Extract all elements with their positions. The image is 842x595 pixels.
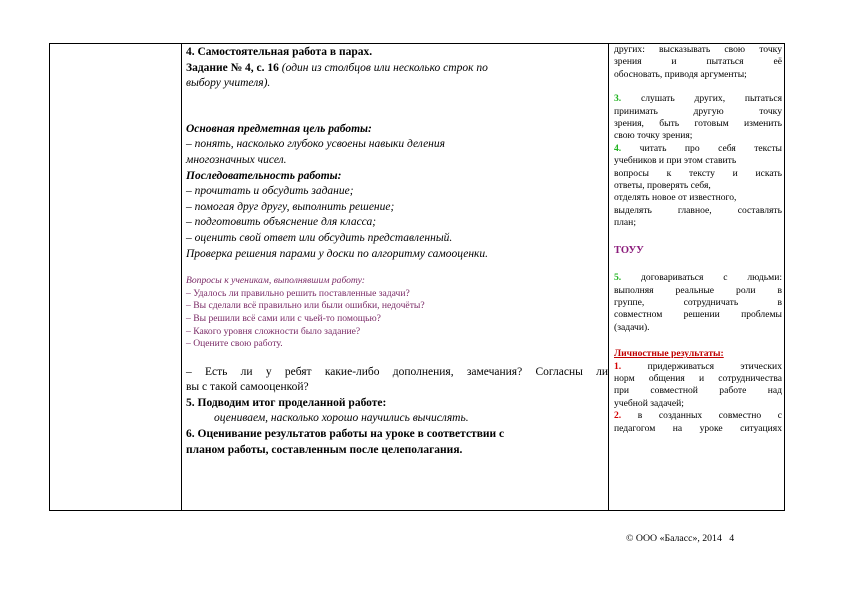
outcome-line: зрения, быть готовым изменить: [614, 118, 782, 130]
item-number: 3.: [614, 93, 622, 105]
step5-title: 5. Подводим итог проделанной работе:: [186, 396, 387, 409]
outcome-line: ответы, проверять себя,: [614, 180, 711, 192]
outcome-line: (задачи).: [614, 321, 650, 333]
outcome-line: совместном решении проблемы: [614, 309, 782, 321]
task-number: Задание № 4, с. 16: [186, 61, 279, 74]
check-line: Проверка решения парами у доски по алгоритму самооценки.: [186, 247, 489, 260]
outcome-line: выполняя реальные роли в: [614, 284, 782, 296]
item-number: 4.: [614, 142, 622, 154]
outcome-line: других: высказывать свою точку: [614, 44, 782, 55]
outcome-item-3: 3. слушать других, пытаться: [614, 93, 782, 105]
outcome-item-4: 4. читать про себя тексты: [614, 142, 782, 154]
column-divider-1: [181, 44, 182, 510]
item-number: 1.: [614, 360, 622, 372]
additions-question-cont: вы с такой самооценкой?: [186, 381, 309, 394]
result-item-1: 1. придерживаться этических: [614, 360, 782, 372]
question-item: – Вы решили всё сами или с чьей-то помощью?: [186, 312, 381, 324]
sequence-item: – помогая друг другу, выполнить решение;: [186, 200, 395, 213]
questions-title: Вопросы к ученикам, выполнявшим работу:: [186, 275, 365, 287]
question-item: – Оцените свою работу.: [186, 338, 283, 350]
outcome-line: норм общения и сотрудничества: [614, 372, 782, 384]
question-item: – Вы сделали всё правильно или были ошибки, недочёты?: [186, 300, 425, 312]
result-item-2: 2. в созданных совместно с: [614, 410, 782, 422]
step6-line: планом работы, составленным после целеполагания.: [186, 443, 463, 456]
sequence-title: Последовательность работы:: [186, 169, 342, 182]
personal-results-heading: Личностные результаты:: [614, 348, 724, 360]
outcome-line: вопросы к тексту и искать: [614, 167, 782, 179]
column-divider-2: [608, 44, 609, 510]
item-number: 2.: [614, 410, 622, 422]
outcomes-column: [614, 44, 782, 435]
item-number: 5.: [614, 272, 622, 284]
goal-item: многозначных чисел.: [186, 153, 287, 166]
outcome-line: принимать другую точку: [614, 105, 782, 117]
sequence-item: – прочитать и обсудить задание;: [186, 185, 354, 198]
step5-text: оцениваем, насколько хорошо научились вычислять.: [214, 412, 469, 425]
outcome-line: отделять новое от известного,: [614, 192, 737, 204]
step6-line: 6. Оценивание результатов работы на уроке в соответствии с: [186, 428, 505, 441]
outcome-line: обосновать, приводя аргументы;: [614, 68, 747, 80]
step4-title: 4. Самостоятельная работа в парах.: [186, 46, 373, 58]
outcome-line: учебной задачей;: [614, 397, 684, 409]
task-note: (один из столбцов или несколько строк по: [278, 61, 488, 74]
outcome-line: группе, сотрудничать в: [614, 296, 782, 308]
toyy-heading: ТОУУ: [614, 244, 644, 256]
goal-item: – понять, насколько глубоко усвоены навыки деления: [186, 138, 445, 151]
sequence-item: – подготовить объяснение для класса;: [186, 216, 377, 229]
page-footer: [626, 533, 734, 544]
outcome-line: при совместной работе над: [614, 385, 782, 397]
copyright: © ООО «Баласс», 2014: [626, 533, 722, 544]
lesson-stages-column: [186, 45, 608, 458]
outcome-line: план;: [614, 217, 636, 229]
outcome-line: выделять главное, составлять: [614, 204, 782, 216]
question-item: – Удалось ли правильно решить поставленные задачи?: [186, 287, 410, 299]
outcome-line: свою точку зрения;: [614, 130, 693, 142]
outcome-item-5: 5. договариваться с людьми:: [614, 272, 782, 284]
sequence-item: – оценить свой ответ или обсудить представленный.: [186, 231, 453, 244]
outcome-line: учебников и при этом ставить: [614, 155, 737, 167]
additions-question: – Есть ли у ребят какие-либо дополнения, замечания? Согласны ли: [186, 365, 608, 378]
question-item: – Какого уровня сложности было задание?: [186, 325, 361, 337]
lesson-table: [49, 43, 785, 511]
task-note-cont: выбору учителя).: [186, 77, 271, 90]
goal-title: Основная предметная цель работы:: [186, 122, 372, 135]
task-line: [186, 61, 608, 77]
outcome-line: зрения и пытаться её: [614, 56, 782, 68]
outcome-line: педагогом на уроке ситуациях: [614, 422, 782, 434]
page-number: 4: [729, 533, 735, 544]
